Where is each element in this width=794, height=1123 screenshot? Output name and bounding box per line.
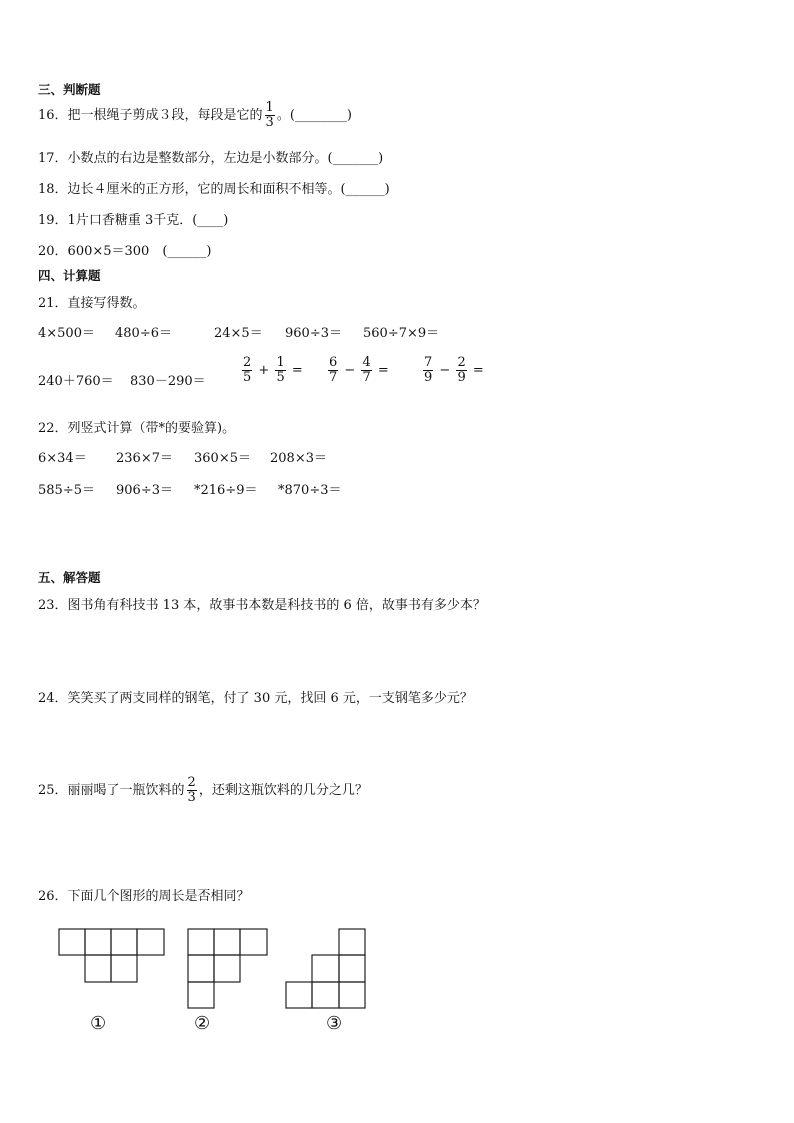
q21-fraction-expr-2: $\frac{6}{7}$ − $\frac{4}{7}$ = [329, 355, 389, 385]
question-17: 17．小数点的右边是整数部分，左边是小数部分。(_______) [38, 151, 384, 166]
figure-label-3: ③ [326, 1013, 343, 1034]
question-24: 24．笑笑买了两支同样的钢笔，付了 30 元，找回 6 元，一支钢笔多少元？ [38, 691, 473, 706]
fraction-two-thirds: $\frac{2}{3}$ [187, 775, 196, 805]
q22-item: 585÷5＝ [38, 483, 95, 498]
question-21-title: 21．直接写得数。 [38, 296, 146, 311]
figure-3-grid [286, 929, 365, 1008]
question-23: 23．图书角有科技书 13 本，故事书本数是科技书的 6 倍，故事书有多少本？ [38, 598, 486, 613]
q22-item: 360×5＝ [194, 451, 251, 466]
q21-item: 960÷3＝ [285, 326, 342, 341]
section-4-title: 四、计算题 [38, 268, 101, 283]
q21-fraction-expr-3: $\frac{7}{9}$ − $\frac{2}{9}$ = [424, 355, 484, 385]
q21-item: 830－290＝ [130, 374, 206, 389]
q21-item: 4×500＝ [38, 326, 95, 341]
question-18: 18．边长４厘米的正方形，它的周长和面积不相等。(______) [38, 182, 390, 197]
q21-item: 560÷7×9＝ [363, 326, 440, 341]
question-25: 25．丽丽喝了一瓶饮料的 $\frac{2}{3}$ ，还剩这瓶饮料的几分之几？ [38, 775, 368, 805]
q22-item: 208×3＝ [270, 451, 327, 466]
question-19: 19．1片口香糖重 3千克．(____) [38, 213, 229, 228]
figure-1-grid [59, 929, 164, 982]
q22-item: 6×34＝ [38, 451, 87, 466]
q22-item: *216÷9＝ [194, 483, 258, 498]
q22-item: 236×7＝ [116, 451, 173, 466]
figure-2-grid [188, 929, 267, 1008]
q21-item: 24×5＝ [214, 326, 263, 341]
section-3-title: 三、判断题 [38, 82, 101, 97]
figure-label-1: ① [90, 1013, 107, 1034]
section-5-title: 五、解答题 [38, 570, 101, 585]
question-22-title: 22．列竖式计算（带*的要验算)。 [38, 421, 236, 436]
q21-item: 240＋760＝ [38, 374, 114, 389]
question-26: 26．下面几个图形的周长是否相同？ [38, 889, 250, 904]
figure-label-2: ② [194, 1013, 211, 1034]
q21-fraction-expr-1: $\frac{2}{5}$ + $\frac{1}{5}$ = [243, 355, 303, 385]
question-16: 16．把一根绳子剪成３段，每段是它的 $\frac{1}{3}$ 。(________) [38, 100, 352, 130]
question-20: 20．600×5＝300 (______) [38, 244, 212, 259]
q22-item: 906÷3＝ [116, 483, 173, 498]
q21-item: 480÷6＝ [115, 326, 172, 341]
q22-item: *870÷3＝ [278, 483, 342, 498]
fraction-one-third: $\frac{1}{3}$ [265, 100, 274, 130]
